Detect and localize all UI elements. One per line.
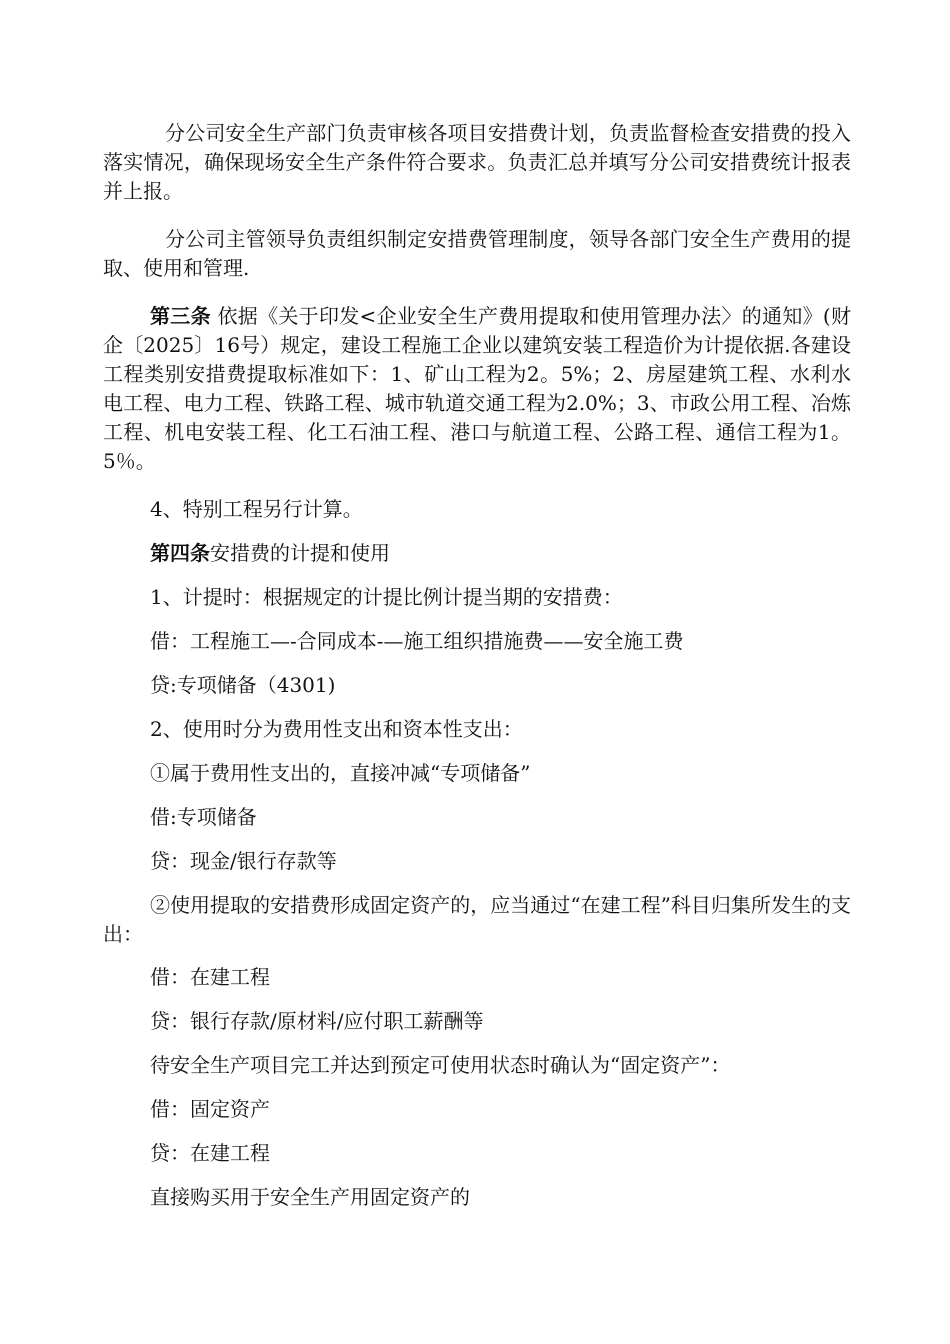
paragraph-special-projects: 4、特别工程另行计算。 (150, 497, 363, 521)
paragraph-safety-department: 分公司安全生产部门负责审核各项目安措费计划，负责监督检查安措费的投入落实情况，确保现场安全生产条件符合要求。负责汇总并填写分公司安措费统计报表并上报。 (103, 121, 851, 203)
paragraph-completion: 待安全生产项目完工并达到预定可使用状态时确认为“固定资产”： (150, 1053, 731, 1077)
entry-credit-bank: 贷：银行存款/原材料/应付职工薪酬等 (150, 1009, 484, 1033)
paragraph-expense-nature: ①属于费用性支出的，直接冲减“专项储备” (150, 761, 531, 785)
paragraph-usage: 2、使用时分为费用性支出和资本性支出： (150, 717, 523, 741)
entry-credit-construction: 贷：在建工程 (150, 1141, 270, 1165)
paragraph-article-4 (103, 539, 851, 568)
entry-debit-construction: 借：工程施工—-合同成本-—施工组织措施费——安全施工费 (150, 629, 684, 653)
article-3-heading: 第三条 (150, 304, 211, 328)
document-page (103, 119, 851, 1212)
paragraph-capital-nature: ②使用提取的安措费形成固定资产的，应当通过“在建工程”科目归集所发生的支出： (103, 893, 851, 946)
entry-debit-fixed-assets: 借：固定资产 (150, 1097, 270, 1121)
article-4-heading: 第四条 (150, 541, 210, 565)
entry-credit-special-reserve: 贷:专项储备（4301) (150, 673, 336, 697)
entry-debit-special-reserve: 借:专项储备 (150, 805, 257, 829)
paragraph-accrual: 1、计提时：根据规定的计提比例计提当期的安措费： (150, 585, 623, 609)
entry-credit-cash: 贷：现金/银行存款等 (150, 849, 337, 873)
paragraph-direct-purchase: 直接购买用于安全生产用固定资产的 (150, 1185, 470, 1209)
paragraph-leadership: 分公司主管领导负责组织制定安措费管理制度，领导各部门安全生产费用的提取、使用和管理. (103, 227, 851, 280)
article-3-body: 依据《关于印发<企业安全生产费用提取和使用管理办法〉的通知》(财企〔2025〕16号）规定，建设工程施工企业以建筑安装工程造价为计提依据.各建设工程类别安措费提取标准如下：1、矿山工程为2。5%；2、房屋建筑工程、水利水电工程、电力工程、铁路工程、城市轨道交通工程为2.0%；3、市政公用工程、冶炼工程、机电安装工程、化工石油工程、港口与航道工程、公路工程、通信工程为1。5％。 (103, 304, 852, 473)
article-4-body: 安措费的计提和使用 (210, 541, 390, 565)
paragraph-article-3 (103, 302, 851, 476)
entry-debit-construction-in-progress: 借：在建工程 (150, 965, 270, 989)
